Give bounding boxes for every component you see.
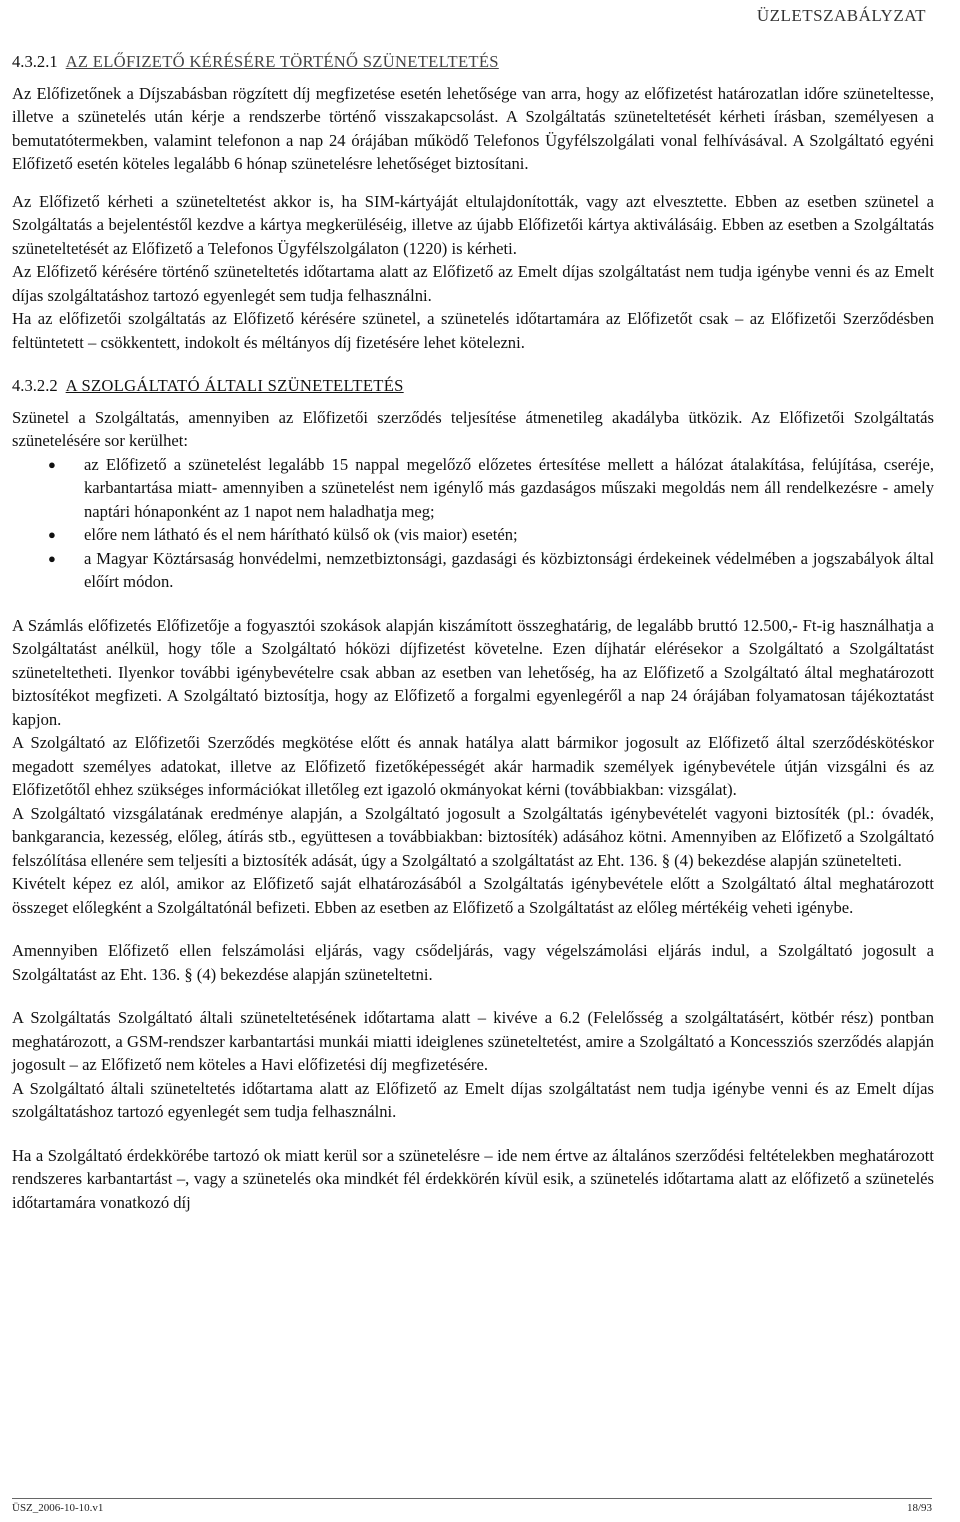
section-number: 4.3.2.1	[12, 52, 58, 71]
section-heading-4-3-2-2	[12, 374, 934, 398]
paragraph: A Szolgáltató az Előfizetői Szerződés megkötése előtt és annak hatálya alatt bármikor jogosult az Előfizető által szerződéskötéskor megadott személyes adatokat, illetve az Előfizető fizetőképességét akár harmadik személyek igénybevétele útján vizsgálni és az Előfizetőtől ehhez szükséges információkat illetőleg ezt igazoló okmányokat kérni (továbbiakban: vizsgálat).	[12, 733, 934, 799]
list-item: ● az Előfizető a szünetelést legalább 15 nappal megelőző előzetes értesítése mellett a hálózat átalakítása, felújítása, cseréje, karbantartása miatt- amennyiben a szünetelést nem igénylő más gazdaságos műszaki megoldás nem áll rendelkezésre - amely naptári hónaponként az 1 napot nem haladhatja meg;	[12, 453, 934, 524]
section-number: 4.3.2.2	[12, 376, 58, 395]
section-heading-4-3-2-1	[12, 50, 934, 74]
paragraph: A Szolgáltató általi szüneteltetés időtartama alatt az Előfizető az Emelt díjas szolgáltatást nem tudja igénybe venni és az Emelt díjas szolgáltatáshoz tartozó egyenlegét sem tudja felhasználni.	[12, 1078, 934, 1121]
paragraph: Az Előfizető kérésére történő szüneteltetés időtartama alatt az Előfizető az Emelt díjas szolgáltatást nem tudja igénybe venni és az Emelt díjas szolgáltatáshoz tartozó egyenlegét sem tudja felhasználni.	[12, 262, 934, 305]
document-body	[12, 50, 934, 1214]
page-footer	[12, 1498, 932, 1515]
paragraph: Ha a Szolgáltató érdekkörébe tartozó ok miatt kerül sor a szünetelésre – ide nem értve az általános szerződési feltételekben meghatározott rendszeres karbantartást –, vagy a szünetelés oka mindkét fél érdekkörén kívül esik, a szünetelés időtartama alatt az előfizető a szünetelés időtartamára vonatkozó díj	[12, 1145, 934, 1212]
paragraph: Kivételt képez ez alól, amikor az Előfizető saját elhatározásából a Szolgáltatás igénybevétele előtt a Szolgáltató által meghatározott összeget előlegként a Szolgáltatónál befizeti. Ebben az esetben az Előfizető a Szolgáltatást az előleg mértékéig veheti igénybe.	[12, 874, 934, 917]
document-version: ÜSZ_2006-10-10.v1	[12, 1502, 104, 1514]
bullet-list	[12, 453, 934, 594]
paragraph: Az Előfizető kérheti a szüneteltetést akkor is, ha SIM-kártyáját eltulajdonították, vagy azt elvesztette. Ebben az esetben szünetel a Szolgáltatás a bejelentéstől kezdve a kártya megkerüléséig, illetve az újabb Előfizetői kártya aktiválásáig. Ebben az esetben a Szolgáltatás szüneteltetését az Előfizető a Telefonos Ügyfélszolgálaton (1220) is kérheti.	[12, 191, 934, 258]
page-number: 18/93	[906, 1502, 932, 1514]
paragraph: A Szolgáltatás Szolgáltató általi szüneteltetésének időtartama alatt – kivéve a 6.2 (Felelősség a szolgáltatásért, kötbér rész) pontban meghatározott, a GSM-rendszer karbantartási munkái miatti ideiglenes szüneteltetést, amire a Szolgáltató a Koncessziós szerződés alapján jogosult – az Előfizető nem köteles a Havi előfizetési díj megfizetésére.	[12, 1008, 934, 1074]
list-item: ● a Magyar Köztársaság honvédelmi, nemzetbiztonsági, gazdasági és közbiztonsági érdekeinek védelmében a jogszabályok által előírt módon.	[12, 547, 934, 594]
paragraph: Amennyiben Előfizető ellen felszámolási eljárás, vagy csődeljárás, vagy végelszámolási eljárás indul, a Szolgáltató jogosult a Szolgáltatást az Eht. 136. § (4) bekezdése alapján szüneteltetni.	[12, 941, 934, 984]
paragraph: Szünetel a Szolgáltatás, amennyiben az Előfizetői szerződés teljesítése átmenetileg akadályba ütközik. Az Előfizetői Szolgáltatás szünetelésére sor kerülhet:	[12, 407, 934, 450]
section-title: A SZOLGÁLTATÓ ÁLTALI SZÜNETELTETÉS	[65, 376, 404, 395]
paragraph: A Számlás előfizetés Előfizetője a fogyasztói szokások alapján kiszámított összeghatárig, de legalább bruttó 12.500,- Ft-ig használhatja a Szolgáltatást anélkül, hogy tőle a Szolgáltató hóközi díjfizetést követelne. Ezen díjhatár elérésekor a Szolgáltató a Szolgáltatást szüneteltetheti. Ilyenkor további igénybevételre csak abban az esetben van lehetőség, ha az Előfizető a Szolgáltató által meghatározott biztosítékot megfizeti. A Szolgáltató biztosítja, hogy az Előfizető a forgalmi egyenlegéről a nap 24 órájában folyamatosan tájékoztatást kapjon.	[12, 615, 934, 729]
paragraph: A Szolgáltató vizsgálatának eredménye alapján, a Szolgáltató jogosult a Szolgáltatás igénybevételét vagyoni biztosíték (pl.: óvadék, bankgarancia, kezesség, előleg, átírás stb., együttesen a továbbiakban: biztosíték) adásához kötni. Amennyiben az Előfizető a Szolgáltató felszólítása ellenére sem teljesíti a biztosíték adását, úgy a Szolgáltató a szolgáltatást az Eht. 136. § (4) bekezdése alapján szünetelteti.	[12, 803, 934, 870]
section-title: AZ ELŐFIZETŐ KÉRÉSÉRE TÖRTÉNŐ SZÜNETELTETÉS	[65, 52, 499, 71]
list-item: ● előre nem látható és el nem hárítható külső ok (vis maior) esetén;	[12, 523, 934, 547]
page-header: ÜZLETSZABÁLYZAT	[756, 6, 926, 25]
paragraph: Az Előfizetőnek a Díjszabásban rögzített díj megfizetése esetén lehetősége van arra, hogy az előfizetést határozatlan időre szüneteltesse, illetve a szünetelés után kérje a rendszerbe történő visszakapcsolást. A Szolgáltatás szüneteltetését kérheti írásban, személyesen a bemutatótermekben, valamint telefonon a nap 24 órájában működő Telefonos Ügyfélszolgálati vonal felhívásával. A Szolgáltató egyéni Előfizető esetén köteles legalább 6 hónap szünetelésre lehetőséget biztosítani.	[12, 83, 934, 173]
paragraph: Ha az előfizetői szolgáltatás az Előfizető kérésére szünetel, a szünetelés időtartamára az Előfizetőt csak – az Előfizetői Szerződésben feltüntetett – csökkentett, indokolt és méltányos díj fizetésére lehet kötelezni.	[12, 309, 934, 352]
